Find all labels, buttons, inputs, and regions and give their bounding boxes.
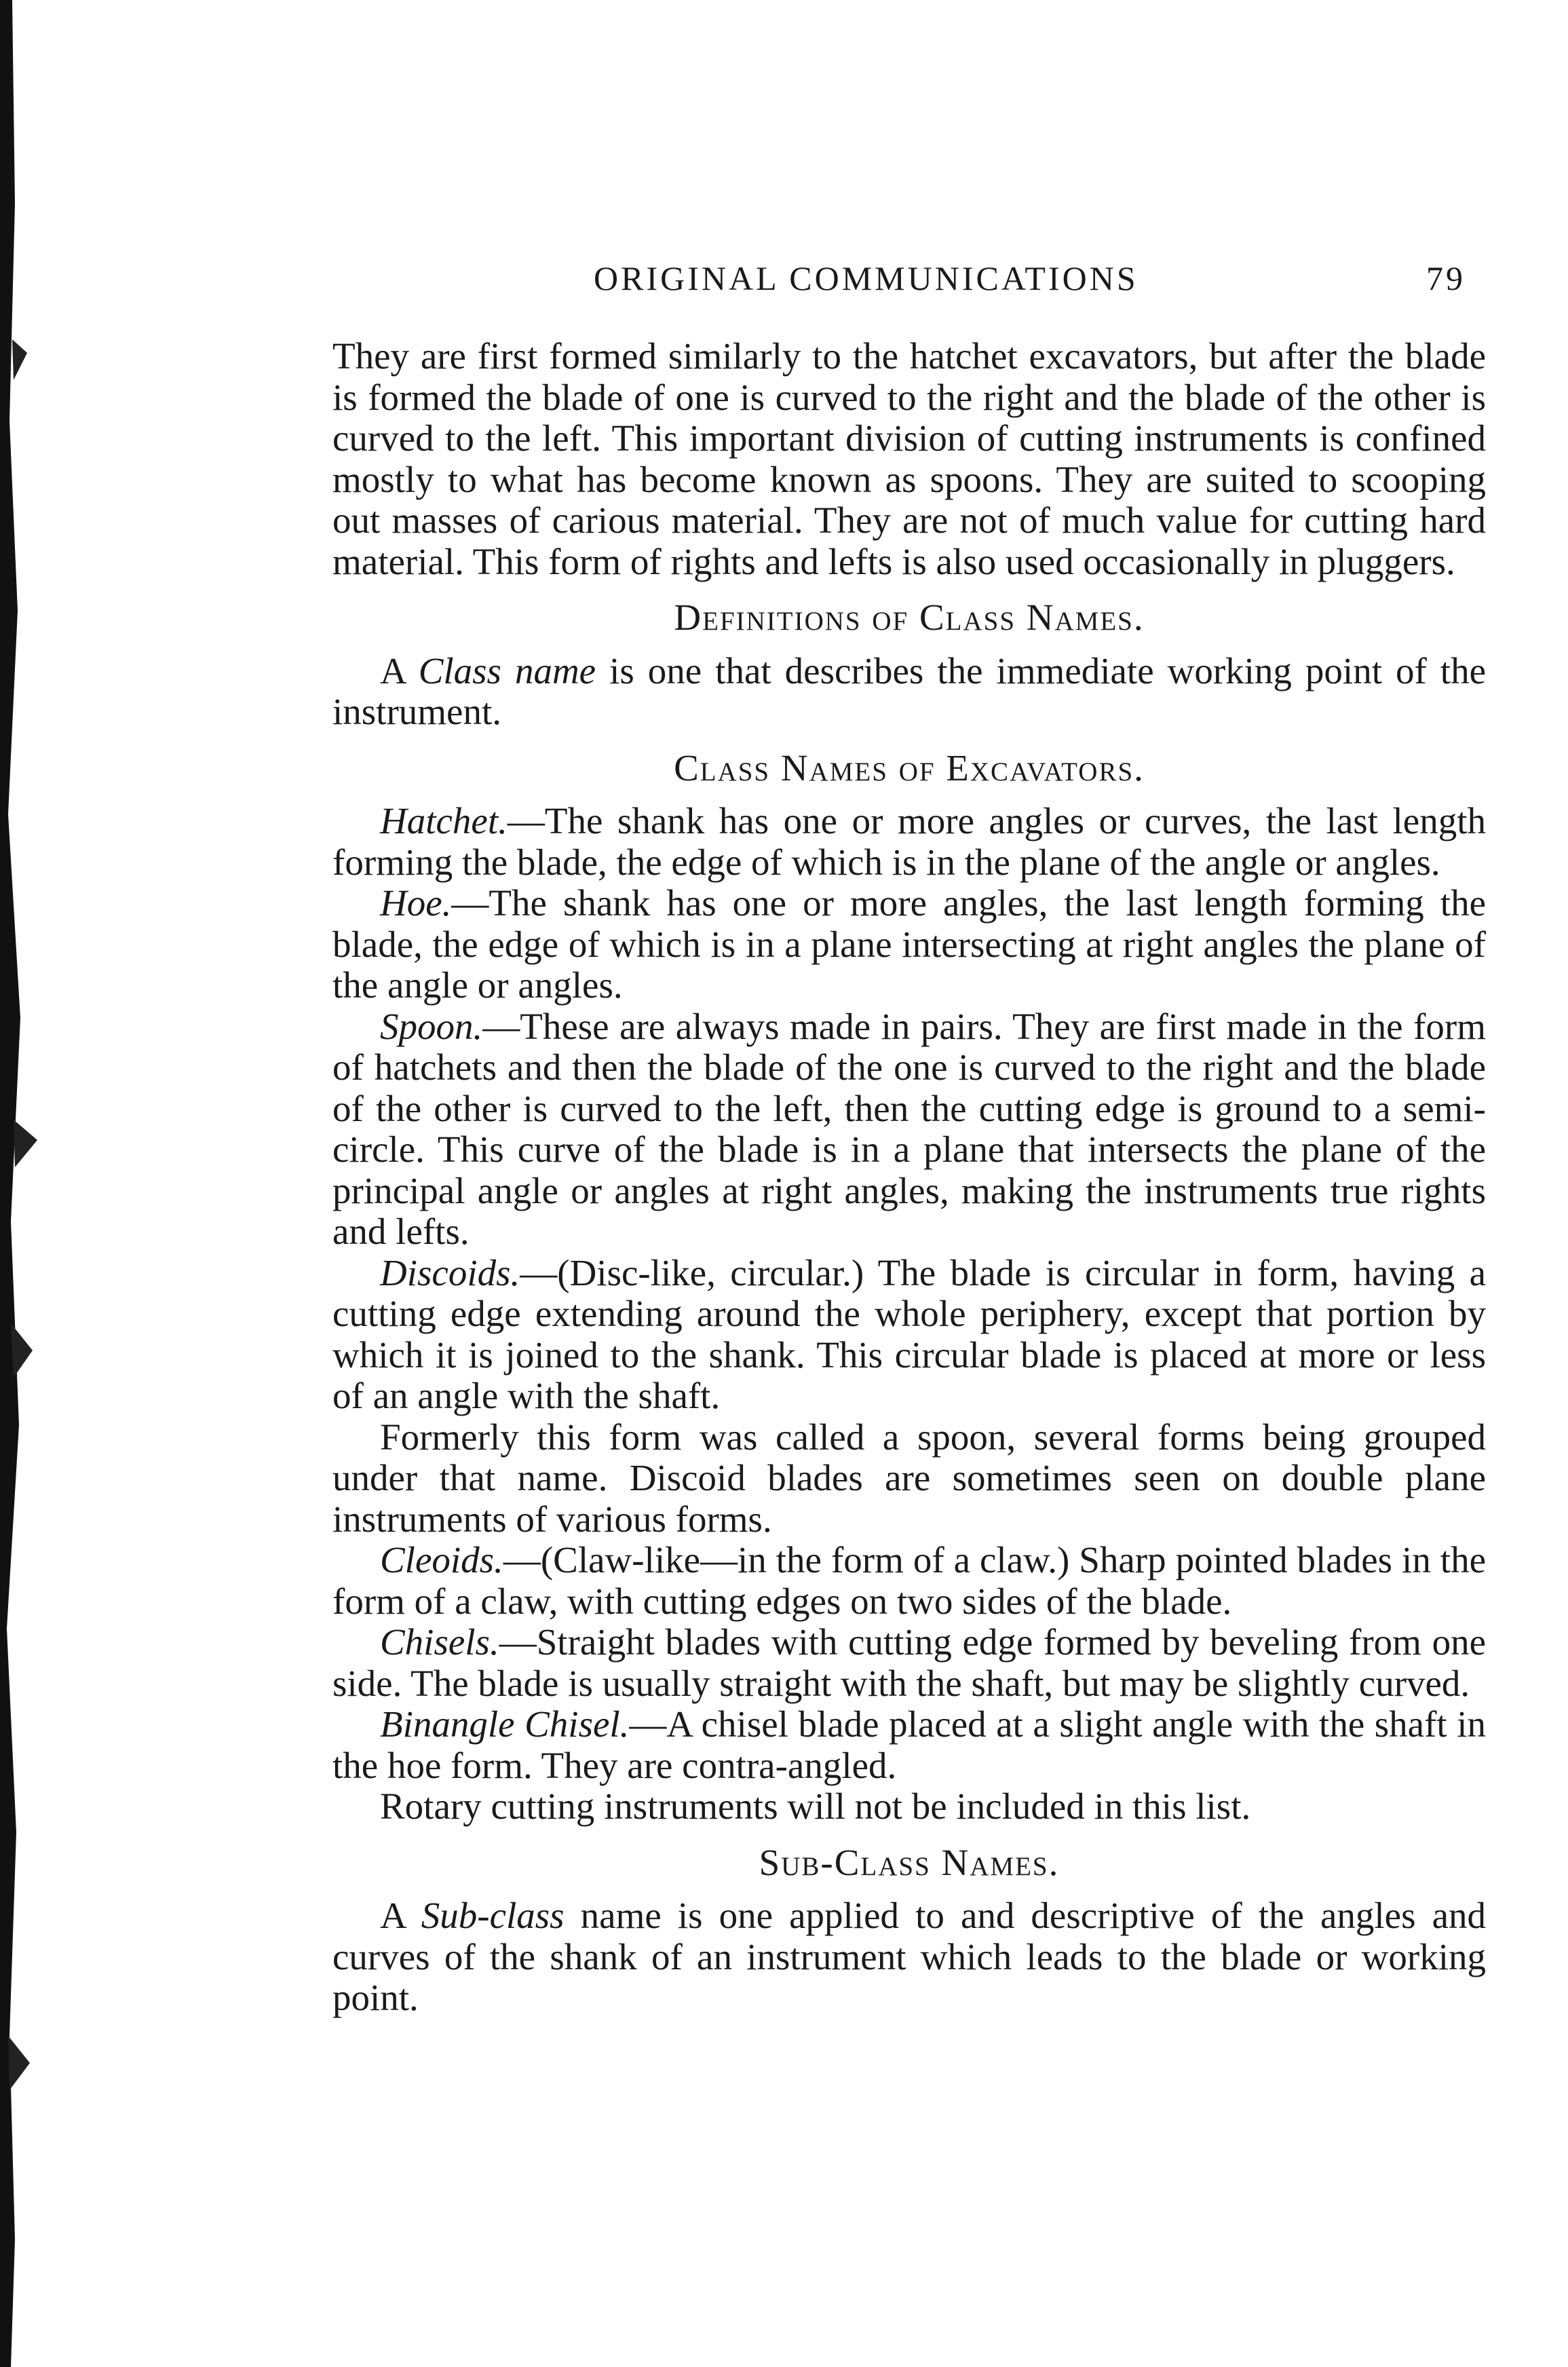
paragraph-chisels bbox=[332, 1622, 1486, 1704]
subclass-text: name is one applied to and descriptive of the angles and curves of the shank of an instrument which leads to the blade or working point. bbox=[332, 1895, 1486, 2018]
subclass-lead: A bbox=[380, 1895, 421, 1936]
paragraph-binangle bbox=[332, 1704, 1486, 1786]
hatchet-term: Hatchet. bbox=[380, 800, 508, 841]
running-head-title: ORIGINAL COMMUNICATIONS bbox=[594, 259, 1139, 297]
heading-definitions: Definitions of Class Names. bbox=[674, 597, 1145, 638]
heading-subclass: Sub-Class Names. bbox=[759, 1841, 1060, 1883]
paragraph-hatchet bbox=[332, 801, 1486, 883]
paragraph-intro: They are first formed similarly to the hatchet excavators, but after the blade is formed the blade of one is curved to the right and the blade of the other is curved to the left. This important division of cutting instruments is confined mostly to what has become known as spoons. They are suited to scooping out masses of carious material. They are not of much value for cutting hard material. This form of rights and lefts is also used occasionally in pluggers. bbox=[332, 335, 1486, 582]
paragraph-rotary: Rotary cutting instruments will not be included in this list. bbox=[380, 1785, 1251, 1827]
paragraph-cleoids bbox=[332, 1540, 1486, 1622]
paragraph-subclass bbox=[332, 1895, 1486, 2019]
chisels-term: Chisels. bbox=[380, 1621, 499, 1663]
paragraph-class-name bbox=[332, 651, 1486, 733]
class-name-lead: A bbox=[380, 649, 419, 692]
spoon-text: —These are always made in pairs. They are first made in the form of hatchets and then the blade of the one is curved to the right and the blade of the other is curved to the left, then the cutting edge is ground to a semi-circle. This curve of the blade is in a plane that intersects the plane of the principal angle or angles at right angles, making the instruments true rights and lefts. bbox=[332, 1005, 1486, 1252]
binangle-term: Binangle Chisel. bbox=[380, 1703, 630, 1745]
paragraph-hoe bbox=[332, 883, 1486, 1006]
running-head bbox=[332, 258, 1486, 305]
chisels-text: —Straight blades with cutting edge formed by beveling from one side. The blade is usually straight with the shaft, but may be slightly curved. bbox=[332, 1621, 1486, 1704]
discoids-term: Discoids. bbox=[380, 1251, 520, 1293]
page-number: 79 bbox=[1426, 259, 1466, 297]
class-name-term: Class name bbox=[418, 649, 596, 692]
page-body bbox=[332, 258, 1486, 2019]
cleoids-term: Cleoids. bbox=[380, 1539, 503, 1580]
paragraph-spoon bbox=[332, 1006, 1486, 1253]
hoe-text: —The shank has one or more angles, the last length forming the blade, the edge of which is in a plane intersecting at right angles the plane of the angle or angles. bbox=[332, 882, 1486, 1006]
subclass-term: Sub-class bbox=[421, 1895, 565, 1936]
binangle-text: —A chisel blade placed at a slight angle with the shaft in the hoe form. They are contra-angled. bbox=[332, 1703, 1486, 1786]
heading-excavators: Class Names of Excavators. bbox=[674, 746, 1145, 789]
hoe-term: Hoe. bbox=[380, 882, 452, 924]
paragraph-formerly: Formerly this form was called a spoon, several forms being grouped under that name. Discoid blades are sometimes seen on double plane instruments of various forms. bbox=[332, 1416, 1486, 1540]
spoon-term: Spoon. bbox=[380, 1005, 483, 1047]
paragraph-discoids bbox=[332, 1253, 1486, 1417]
scan-edge-shadow bbox=[0, 0, 54, 2367]
hatchet-text: —The shank has one or more angles or curves, the last length forming the blade, the edge of which is in the plane of the angle or angles. bbox=[332, 800, 1486, 883]
discoids-text: —(Disc-like, circular.) The blade is circular in form, having a cutting edge extending around the whole periphery, except that portion by which it is joined to the shank. This circular blade is placed at more or less of an angle with the shaft. bbox=[332, 1251, 1486, 1416]
class-name-text: is one that describes the immediate working point of the instrument. bbox=[332, 649, 1486, 732]
cleoids-text: —(Claw-like—in the form of a claw.) Sharp pointed blades in the form of a claw, with cutting edges on two sides of the blade. bbox=[332, 1539, 1486, 1622]
